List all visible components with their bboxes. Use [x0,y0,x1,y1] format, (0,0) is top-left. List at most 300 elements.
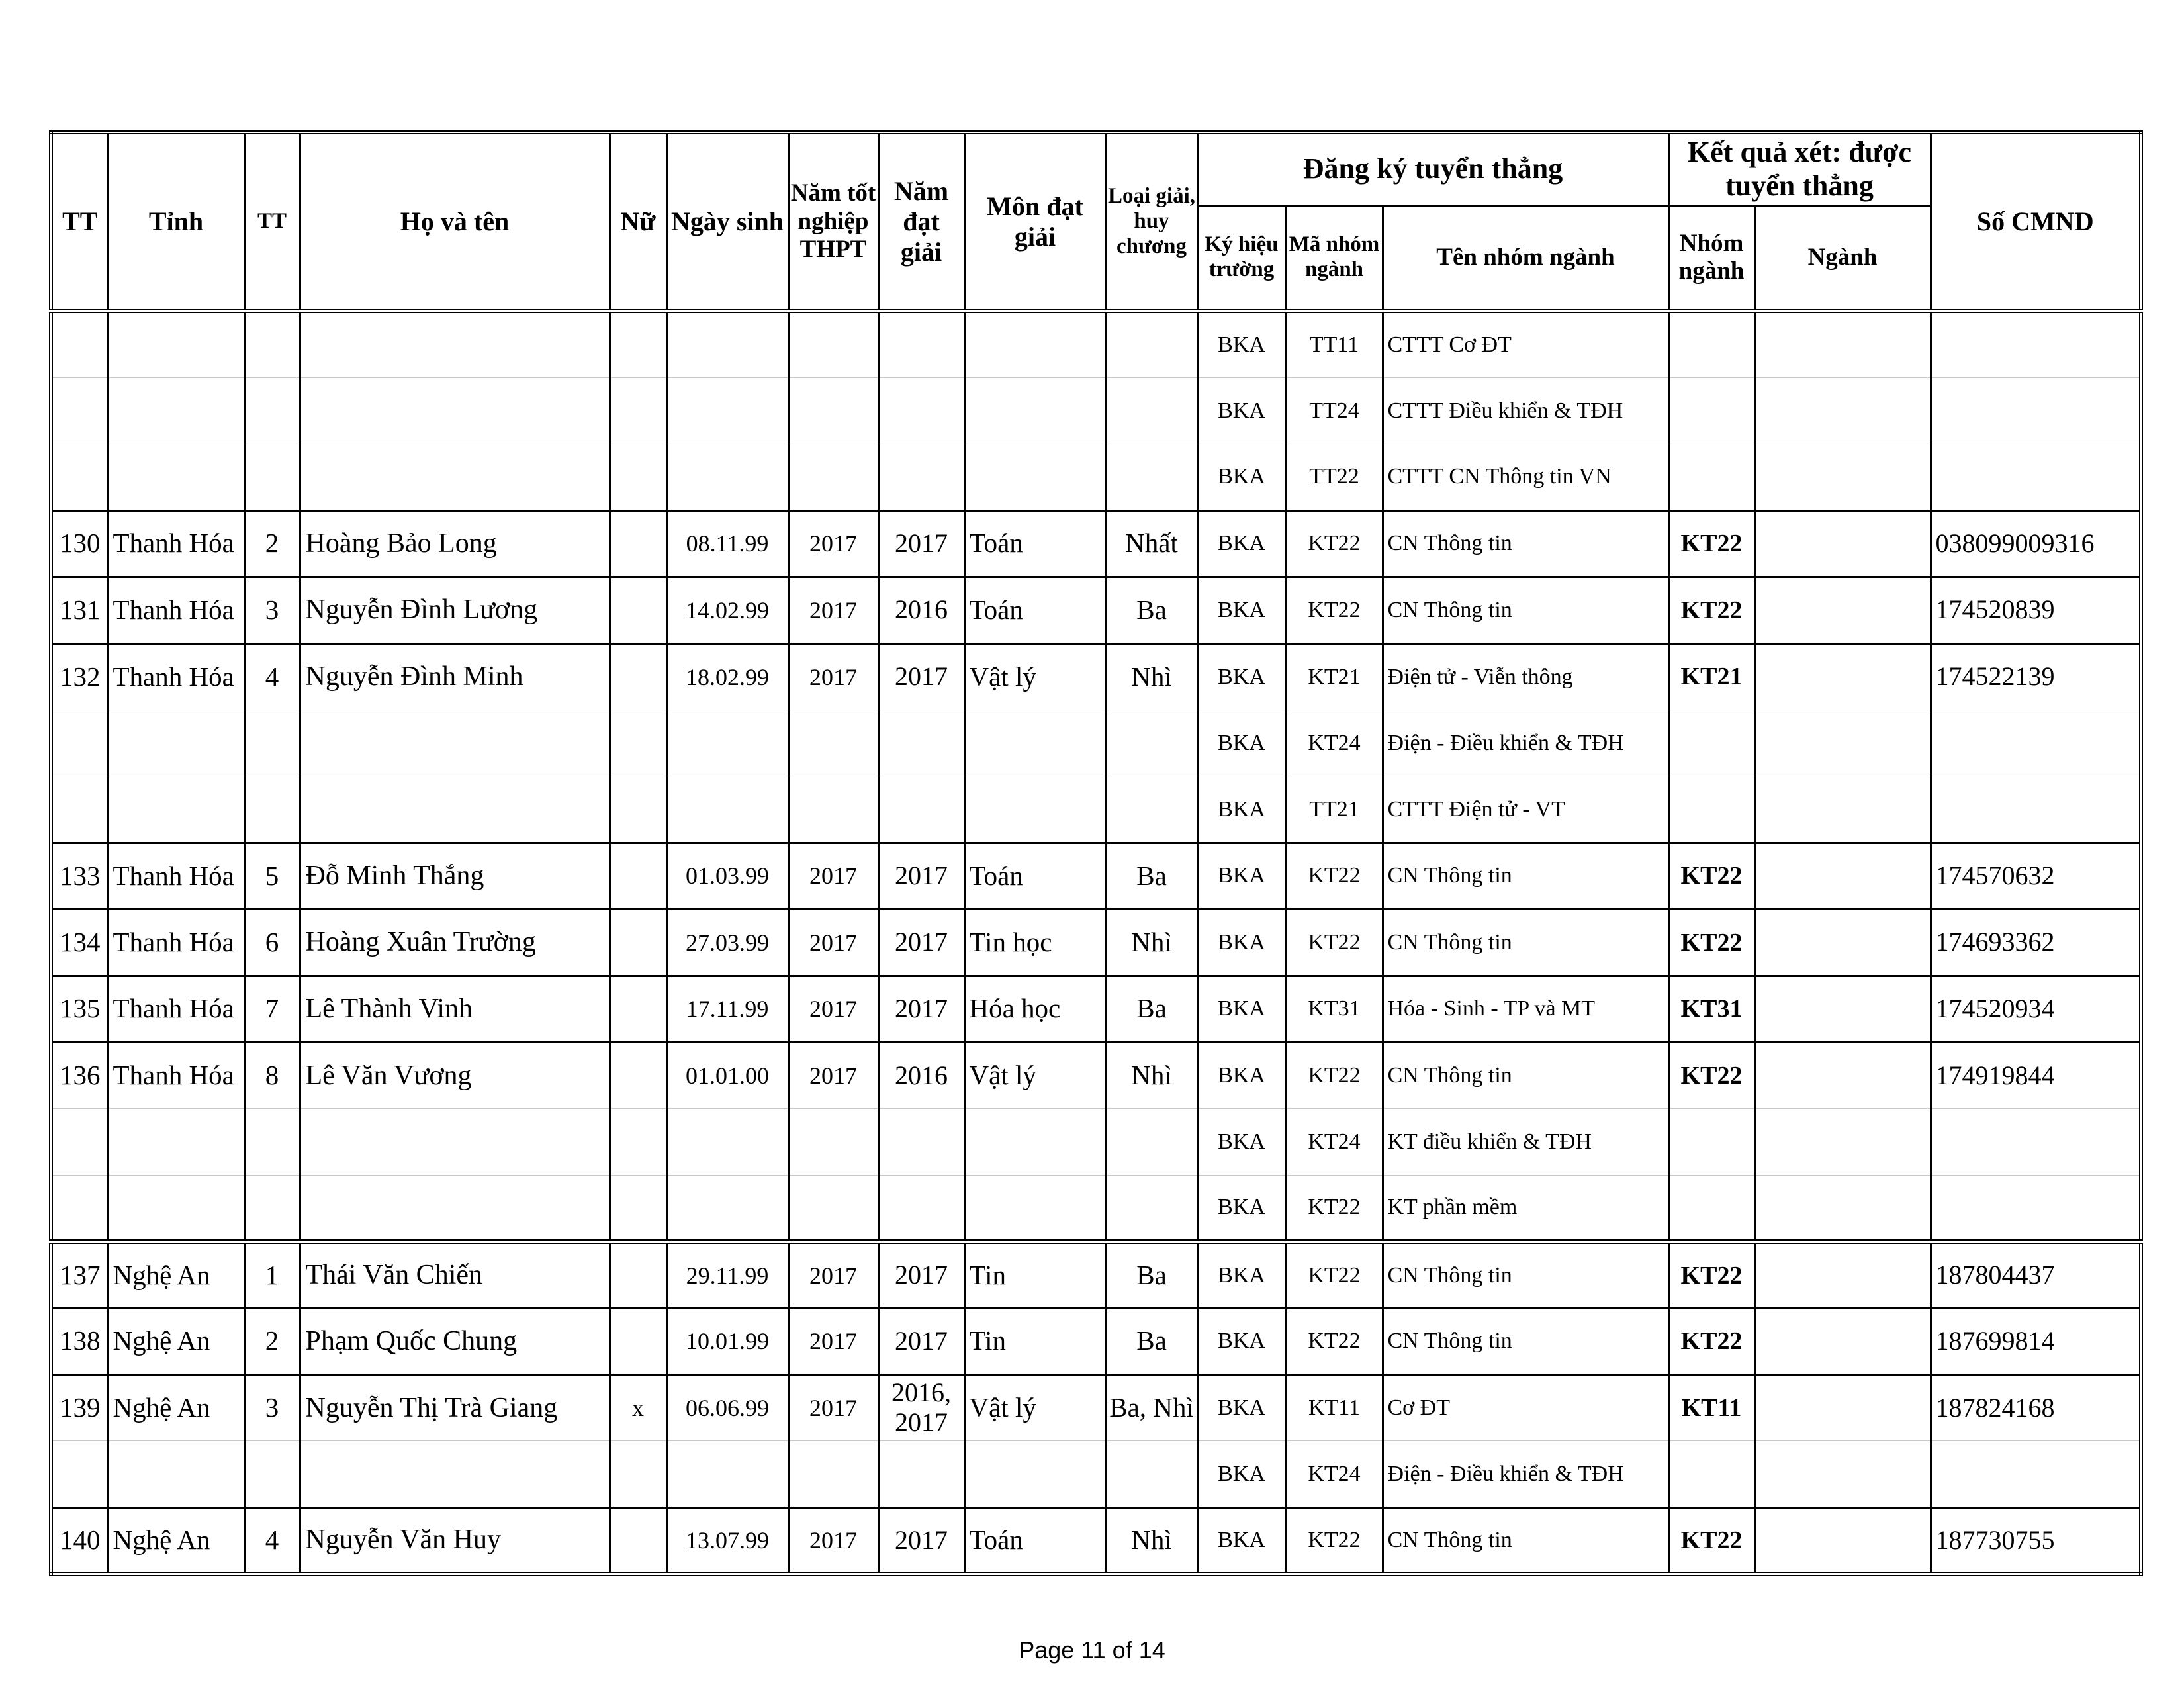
cell-loai-giai: Nhất [1106,510,1197,577]
cell-ho-va-ten [300,311,610,377]
cell-ma-nhom-nganh: TT22 [1286,444,1383,510]
cell-tinh [108,311,244,377]
cell-nganh [1754,1441,1931,1507]
cell-tt-tinh [244,311,300,377]
cell-tt-tinh: 4 [244,1507,300,1574]
cell-ho-va-ten [300,776,610,843]
cell-nganh [1754,1109,1931,1175]
cell-nhom-nganh [1668,1109,1754,1175]
cell-mon-dat-giai [964,1441,1106,1507]
cell-mon-dat-giai: Tin [964,1308,1106,1374]
cell-ho-va-ten: Hoàng Xuân Trường [300,910,610,976]
cell-ngay-sinh: 27.03.99 [666,910,788,976]
cell-so-cmnd [1931,444,2141,510]
cell-nhom-nganh: KT22 [1668,510,1754,577]
cell-so-cmnd: 174520839 [1931,577,2141,643]
cell-ky-hieu-truong: BKA [1197,311,1286,377]
cell-tinh [108,1441,244,1507]
cell-ngay-sinh: 08.11.99 [666,510,788,577]
cell-nam-tot-nghiep: 2017 [788,843,878,909]
cell-tt-tinh: 4 [244,643,300,710]
col-header-mon-dat-giai: Môn đạt giải [964,132,1106,311]
cell-nu [610,1441,666,1507]
cell-nu [610,643,666,710]
cell-so-cmnd: 174570632 [1931,843,2141,909]
cell-nganh [1754,1308,1931,1374]
table-row [51,444,2141,510]
cell-tt: 137 [51,1242,108,1308]
cell-ky-hieu-truong: BKA [1197,843,1286,909]
table-body [51,311,2141,1574]
cell-loai-giai [1106,311,1197,377]
col-header-nam-dat-giai: Năm đạt giải [878,132,964,311]
cell-nam-dat-giai: 2016, 2017 [878,1375,964,1441]
cell-ten-nhom-nganh: KT điều khiển & TĐH [1383,1109,1668,1175]
cell-loai-giai [1106,1175,1197,1241]
cell-nam-tot-nghiep: 2017 [788,1375,878,1441]
cell-nu [610,444,666,510]
cell-nhom-nganh: KT22 [1668,1042,1754,1108]
cell-ten-nhom-nganh: Điện - Điều khiển & TĐH [1383,710,1668,776]
cell-so-cmnd [1931,311,2141,377]
col-header-so-cmnd: Số CMND [1931,132,2141,311]
cell-tt: 140 [51,1507,108,1574]
cell-ten-nhom-nganh: CTTT CN Thông tin VN [1383,444,1668,510]
cell-so-cmnd: 187699814 [1931,1308,2141,1374]
cell-tt-tinh: 2 [244,510,300,577]
cell-tt-tinh: 1 [244,1242,300,1308]
cell-nu [610,710,666,776]
cell-tinh [108,776,244,843]
cell-tinh: Thanh Hóa [108,643,244,710]
cell-ho-va-ten [300,444,610,510]
cell-tinh: Thanh Hóa [108,1042,244,1108]
cell-ma-nhom-nganh: KT24 [1286,1441,1383,1507]
cell-tt-tinh: 6 [244,910,300,976]
cell-tinh: Thanh Hóa [108,577,244,643]
cell-nhom-nganh [1668,377,1754,444]
cell-nganh [1754,1507,1931,1574]
table-row [51,976,2141,1042]
cell-ma-nhom-nganh: TT11 [1286,311,1383,377]
cell-mon-dat-giai: Toán [964,843,1106,909]
cell-mon-dat-giai [964,377,1106,444]
cell-tt-tinh: 2 [244,1308,300,1374]
table-row [51,843,2141,909]
cell-nu [610,1042,666,1108]
cell-nhom-nganh: KT22 [1668,910,1754,976]
cell-ky-hieu-truong: BKA [1197,1441,1286,1507]
cell-nam-tot-nghiep: 2017 [788,910,878,976]
cell-ma-nhom-nganh: KT22 [1286,1042,1383,1108]
cell-ky-hieu-truong: BKA [1197,1042,1286,1108]
cell-nu [610,1308,666,1374]
cell-ho-va-ten: Nguyễn Đình Minh [300,643,610,710]
cell-nhom-nganh: KT31 [1668,976,1754,1042]
cell-ten-nhom-nganh: CN Thông tin [1383,577,1668,643]
col-header-ngay-sinh: Ngày sinh [666,132,788,311]
cell-nam-tot-nghiep: 2017 [788,1042,878,1108]
cell-nhom-nganh: KT11 [1668,1375,1754,1441]
cell-tt-tinh [244,1175,300,1241]
cell-nhom-nganh [1668,710,1754,776]
cell-nam-tot-nghiep [788,377,878,444]
table-row [51,1507,2141,1574]
cell-nam-tot-nghiep: 2017 [788,510,878,577]
cell-ho-va-ten: Nguyễn Văn Huy [300,1507,610,1574]
cell-loai-giai: Nhì [1106,643,1197,710]
cell-tinh: Nghệ An [108,1507,244,1574]
cell-ten-nhom-nganh: Cơ ĐT [1383,1375,1668,1441]
cell-nganh [1754,311,1931,377]
cell-tinh [108,710,244,776]
table-row [51,1109,2141,1175]
cell-ngay-sinh [666,444,788,510]
cell-ten-nhom-nganh: Điện tử - Viễn thông [1383,643,1668,710]
cell-nu [610,843,666,909]
table-row [51,776,2141,843]
cell-ngay-sinh [666,377,788,444]
col-header-ho-va-ten: Họ và tên [300,132,610,311]
col-header-loai-giai: Loại giải, huy chương [1106,132,1197,311]
cell-nam-dat-giai: 2017 [878,1308,964,1374]
cell-tt-tinh [244,444,300,510]
cell-ten-nhom-nganh: CN Thông tin [1383,1242,1668,1308]
cell-loai-giai: Ba [1106,843,1197,909]
cell-tinh: Thanh Hóa [108,510,244,577]
cell-so-cmnd: 187730755 [1931,1507,2141,1574]
cell-mon-dat-giai [964,444,1106,510]
cell-mon-dat-giai: Toán [964,577,1106,643]
cell-ten-nhom-nganh: CN Thông tin [1383,510,1668,577]
cell-so-cmnd: 174919844 [1931,1042,2141,1108]
col-header-ky-hieu-truong: Ký hiệu trường [1197,205,1286,311]
cell-ngay-sinh [666,1175,788,1241]
cell-nu: x [610,1375,666,1441]
cell-ma-nhom-nganh: KT22 [1286,1175,1383,1241]
table-row [51,1375,2141,1441]
cell-loai-giai: Ba [1106,976,1197,1042]
cell-ten-nhom-nganh: KT phần mềm [1383,1175,1668,1241]
cell-nam-tot-nghiep [788,311,878,377]
cell-nam-dat-giai [878,710,964,776]
col-group-dang-ky: Đăng ký tuyển thẳng [1197,132,1668,205]
cell-tt: 136 [51,1042,108,1108]
cell-nganh [1754,976,1931,1042]
cell-ma-nhom-nganh: TT24 [1286,377,1383,444]
cell-tt: 138 [51,1308,108,1374]
cell-nam-dat-giai [878,776,964,843]
cell-nam-tot-nghiep: 2017 [788,643,878,710]
cell-tinh [108,444,244,510]
cell-ten-nhom-nganh: CTTT Điện tử - VT [1383,776,1668,843]
cell-so-cmnd [1931,776,2141,843]
cell-nam-tot-nghiep: 2017 [788,1242,878,1308]
cell-nganh [1754,510,1931,577]
cell-tt [51,1109,108,1175]
cell-ten-nhom-nganh: CN Thông tin [1383,910,1668,976]
cell-nam-tot-nghiep: 2017 [788,976,878,1042]
cell-ho-va-ten [300,1175,610,1241]
cell-ma-nhom-nganh: KT22 [1286,1507,1383,1574]
cell-tt-tinh: 5 [244,843,300,909]
table-row [51,311,2141,377]
cell-tinh [108,1175,244,1241]
col-header-ma-nhom-nganh: Mã nhóm ngành [1286,205,1383,311]
cell-nganh [1754,1042,1931,1108]
cell-tt [51,776,108,843]
cell-so-cmnd: 038099009316 [1931,510,2141,577]
cell-nhom-nganh: KT22 [1668,577,1754,643]
cell-so-cmnd [1931,1441,2141,1507]
cell-ho-va-ten: Nguyễn Thị Trà Giang [300,1375,610,1441]
cell-nu [610,510,666,577]
cell-ho-va-ten [300,1109,610,1175]
cell-nam-dat-giai [878,1109,964,1175]
cell-tt [51,311,108,377]
col-header-ten-nhom-nganh: Tên nhóm ngành [1383,205,1668,311]
cell-tt: 139 [51,1375,108,1441]
cell-mon-dat-giai: Vật lý [964,1375,1106,1441]
cell-nam-dat-giai: 2017 [878,1242,964,1308]
cell-nhom-nganh: KT22 [1668,1242,1754,1308]
cell-ma-nhom-nganh: KT22 [1286,1308,1383,1374]
cell-nu [610,976,666,1042]
cell-loai-giai: Ba [1106,1242,1197,1308]
cell-ma-nhom-nganh: KT31 [1286,976,1383,1042]
cell-nu [610,377,666,444]
cell-tt-tinh [244,1441,300,1507]
cell-tinh: Nghệ An [108,1242,244,1308]
cell-nam-dat-giai [878,311,964,377]
cell-nhom-nganh: KT22 [1668,843,1754,909]
cell-tt: 132 [51,643,108,710]
cell-ky-hieu-truong: BKA [1197,1375,1286,1441]
cell-mon-dat-giai: Hóa học [964,976,1106,1042]
col-header-tt: TT [51,132,108,311]
cell-nam-dat-giai [878,444,964,510]
cell-so-cmnd: 187804437 [1931,1242,2141,1308]
cell-loai-giai: Nhì [1106,1507,1197,1574]
cell-tt: 130 [51,510,108,577]
cell-so-cmnd [1931,1109,2141,1175]
cell-mon-dat-giai: Vật lý [964,643,1106,710]
cell-mon-dat-giai [964,1175,1106,1241]
cell-nam-tot-nghiep: 2017 [788,1507,878,1574]
cell-so-cmnd: 174522139 [1931,643,2141,710]
cell-ma-nhom-nganh: KT22 [1286,1242,1383,1308]
cell-mon-dat-giai [964,1109,1106,1175]
cell-ma-nhom-nganh: KT22 [1286,843,1383,909]
cell-tt [51,1175,108,1241]
cell-mon-dat-giai: Toán [964,1507,1106,1574]
col-header-nam-tot-nghiep: Năm tốt nghiệp THPT [788,132,878,311]
cell-nam-tot-nghiep [788,1109,878,1175]
table-row [51,1441,2141,1507]
cell-ky-hieu-truong: BKA [1197,643,1286,710]
cell-ten-nhom-nganh: CN Thông tin [1383,1507,1668,1574]
cell-ho-va-ten: Hoàng Bảo Long [300,510,610,577]
cell-nam-dat-giai [878,1441,964,1507]
cell-nam-dat-giai: 2017 [878,976,964,1042]
cell-tt: 134 [51,910,108,976]
cell-tt: 131 [51,577,108,643]
cell-nu [610,311,666,377]
cell-loai-giai [1106,710,1197,776]
cell-ma-nhom-nganh: TT21 [1286,776,1383,843]
cell-tt-tinh [244,776,300,843]
cell-nu [610,1242,666,1308]
cell-nam-dat-giai: 2017 [878,1507,964,1574]
cell-ngay-sinh: 06.06.99 [666,1375,788,1441]
cell-ten-nhom-nganh: CN Thông tin [1383,1308,1668,1374]
cell-ma-nhom-nganh: KT24 [1286,710,1383,776]
cell-ngay-sinh: 14.02.99 [666,577,788,643]
cell-ngay-sinh [666,311,788,377]
cell-nganh [1754,910,1931,976]
cell-ho-va-ten [300,710,610,776]
cell-tt: 133 [51,843,108,909]
cell-ky-hieu-truong: BKA [1197,976,1286,1042]
cell-ky-hieu-truong: BKA [1197,1308,1286,1374]
cell-tt-tinh [244,377,300,444]
cell-ho-va-ten [300,377,610,444]
cell-mon-dat-giai: Vật lý [964,1042,1106,1108]
cell-tt-tinh: 3 [244,1375,300,1441]
cell-nhom-nganh: KT22 [1668,1308,1754,1374]
cell-loai-giai: Ba [1106,577,1197,643]
page-number: Page 11 of 14 [1019,1636,1165,1664]
cell-nhom-nganh: KT21 [1668,643,1754,710]
cell-nam-tot-nghiep [788,776,878,843]
cell-nam-dat-giai: 2016 [878,577,964,643]
cell-nhom-nganh [1668,776,1754,843]
table-header [51,132,2141,311]
table-row [51,910,2141,976]
cell-mon-dat-giai: Tin [964,1242,1106,1308]
cell-ky-hieu-truong: BKA [1197,910,1286,976]
cell-nam-dat-giai: 2017 [878,910,964,976]
cell-nam-dat-giai [878,377,964,444]
cell-ngay-sinh [666,710,788,776]
cell-tinh [108,1109,244,1175]
cell-ho-va-ten: Lê Thành Vinh [300,976,610,1042]
cell-tt [51,710,108,776]
cell-ma-nhom-nganh: KT22 [1286,510,1383,577]
cell-ky-hieu-truong: BKA [1197,1109,1286,1175]
table-row [51,510,2141,577]
cell-tinh [108,377,244,444]
cell-tt [51,444,108,510]
cell-tt-tinh: 7 [244,976,300,1042]
cell-ngay-sinh: 17.11.99 [666,976,788,1042]
cell-mon-dat-giai: Tin học [964,910,1106,976]
col-header-tinh: Tỉnh [108,132,244,311]
cell-ten-nhom-nganh: Hóa - Sinh - TP và MT [1383,976,1668,1042]
cell-nam-tot-nghiep [788,1175,878,1241]
cell-mon-dat-giai [964,710,1106,776]
cell-nu [610,910,666,976]
col-header-nhom-nganh: Nhóm ngành [1668,205,1754,311]
cell-ten-nhom-nganh: CN Thông tin [1383,1042,1668,1108]
cell-mon-dat-giai [964,776,1106,843]
cell-nganh [1754,710,1931,776]
cell-nganh [1754,1375,1931,1441]
cell-nu [610,1507,666,1574]
cell-tt: 135 [51,976,108,1042]
table-row [51,1308,2141,1374]
cell-ky-hieu-truong: BKA [1197,776,1286,843]
cell-nam-dat-giai: 2016 [878,1042,964,1108]
cell-nam-dat-giai: 2017 [878,843,964,909]
col-header-nu: Nữ [610,132,666,311]
table-row [51,710,2141,776]
table-row [51,1042,2141,1108]
cell-ma-nhom-nganh: KT11 [1286,1375,1383,1441]
cell-nganh [1754,643,1931,710]
table-row [51,377,2141,444]
cell-ho-va-ten: Thái Văn Chiến [300,1242,610,1308]
cell-tinh: Nghệ An [108,1308,244,1374]
table-row [51,1175,2141,1241]
cell-loai-giai: Nhì [1106,1042,1197,1108]
cell-nam-tot-nghiep [788,1441,878,1507]
cell-nhom-nganh: KT22 [1668,1507,1754,1574]
cell-nu [610,577,666,643]
cell-nam-dat-giai: 2017 [878,643,964,710]
admissions-table [49,130,2143,1576]
cell-ho-va-ten [300,1441,610,1507]
cell-tt-tinh [244,1109,300,1175]
cell-loai-giai [1106,1109,1197,1175]
cell-ngay-sinh: 13.07.99 [666,1507,788,1574]
cell-nam-tot-nghiep [788,710,878,776]
cell-mon-dat-giai: Toán [964,510,1106,577]
cell-ky-hieu-truong: BKA [1197,1242,1286,1308]
cell-tt-tinh: 3 [244,577,300,643]
cell-ngay-sinh: 18.02.99 [666,643,788,710]
cell-nganh [1754,1175,1931,1241]
cell-ngay-sinh: 10.01.99 [666,1308,788,1374]
cell-nganh [1754,444,1931,510]
cell-ma-nhom-nganh: KT24 [1286,1109,1383,1175]
cell-tinh: Nghệ An [108,1375,244,1441]
cell-loai-giai [1106,444,1197,510]
cell-so-cmnd [1931,1175,2141,1241]
cell-ngay-sinh: 01.01.00 [666,1042,788,1108]
table-row [51,577,2141,643]
cell-nhom-nganh [1668,444,1754,510]
cell-so-cmnd [1931,377,2141,444]
cell-loai-giai [1106,1441,1197,1507]
cell-ho-va-ten: Phạm Quốc Chung [300,1308,610,1374]
col-group-ket-qua: Kết quả xét: được tuyển thẳng [1668,132,1931,205]
cell-ngay-sinh [666,1441,788,1507]
cell-loai-giai: Nhì [1106,910,1197,976]
cell-loai-giai: Ba [1106,1308,1197,1374]
table-row [51,643,2141,710]
cell-nu [610,1175,666,1241]
col-header-tt2: TT [244,132,300,311]
cell-ky-hieu-truong: BKA [1197,377,1286,444]
cell-nhom-nganh [1668,1441,1754,1507]
cell-nganh [1754,843,1931,909]
col-header-nganh: Ngành [1754,205,1931,311]
cell-tt-tinh [244,710,300,776]
cell-ky-hieu-truong: BKA [1197,1507,1286,1574]
cell-ngay-sinh: 29.11.99 [666,1242,788,1308]
cell-tt [51,377,108,444]
